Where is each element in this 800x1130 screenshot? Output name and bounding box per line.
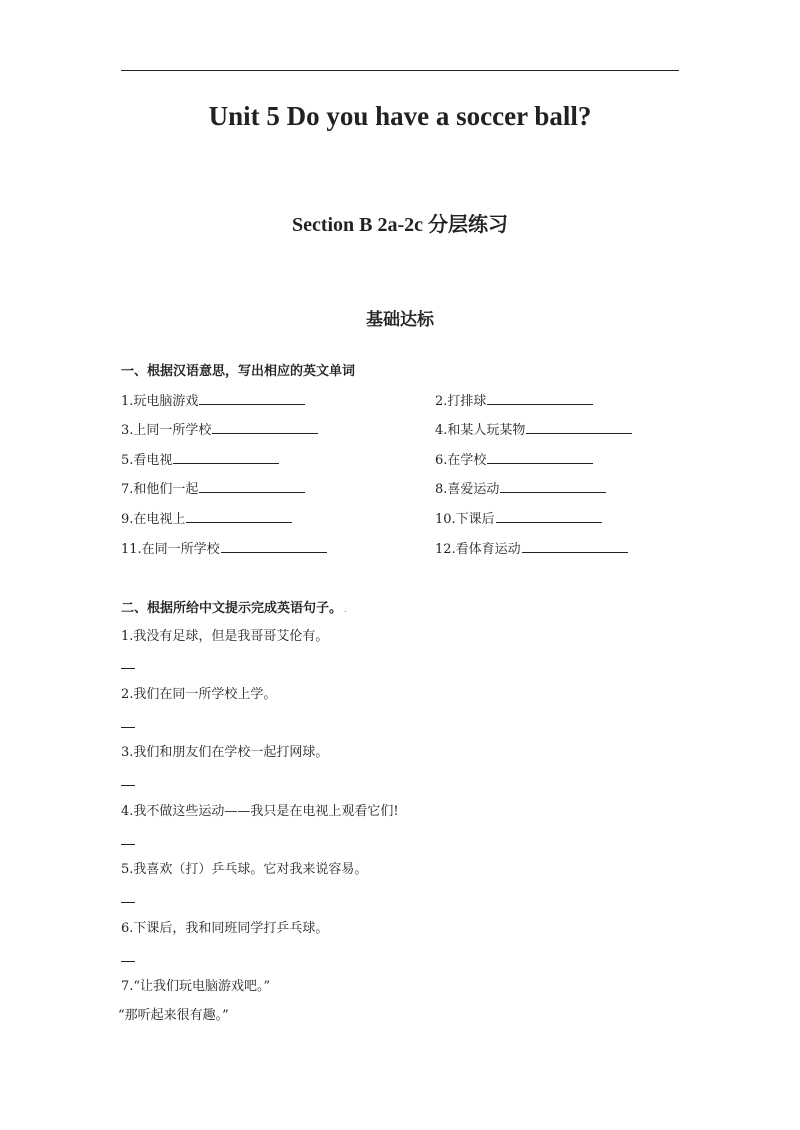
- section-heading: 基础达标: [366, 310, 434, 330]
- vocab-item: 10.下课后: [435, 508, 602, 527]
- answer-line[interactable]: [121, 668, 135, 669]
- vocab-item: 12.看体育运动: [435, 538, 628, 557]
- vocab-item: 4.和某人玩某物: [435, 419, 632, 438]
- page-subtitle: Section B 2a-2c 分层练习: [291, 214, 509, 236]
- answer-line[interactable]: [121, 727, 135, 728]
- vocab-item: 3.上同一所学校: [121, 419, 318, 438]
- answer-blank[interactable]: [221, 540, 327, 553]
- answer-blank[interactable]: [487, 392, 593, 405]
- vocab-item: 6.在学校: [435, 449, 593, 468]
- vocab-item: 5.看电视: [121, 449, 279, 468]
- sentence-prompt: “那听起来很有趣。”: [118, 1008, 229, 1023]
- vocab-item: 2.打排球: [435, 390, 593, 409]
- sentence-prompt: 7.“让我们玩电脑游戏吧。”: [121, 979, 271, 994]
- sentence-prompt: 2.我们在同一所学校上学。: [121, 687, 277, 702]
- sentence-prompt: 6.下课后，我和同班同学打乒乓球。: [121, 921, 329, 936]
- answer-line[interactable]: [121, 902, 135, 903]
- vocab-item: 8.喜爱运动: [435, 478, 606, 497]
- answer-blank[interactable]: [173, 451, 279, 464]
- sentence-prompt: 4.我不做这些运动——我只是在电视上观看它们!: [121, 804, 399, 819]
- sentence-prompt: 3.我们和朋友们在学校一起打网球。: [121, 745, 329, 760]
- answer-line[interactable]: [121, 844, 135, 845]
- answer-blank[interactable]: [186, 510, 292, 523]
- answer-line[interactable]: [121, 961, 135, 962]
- answer-blank[interactable]: [496, 510, 602, 523]
- answer-blank[interactable]: [199, 392, 305, 405]
- answer-blank[interactable]: [199, 480, 305, 493]
- answer-blank[interactable]: [487, 451, 593, 464]
- vocab-item: 1.玩电脑游戏: [121, 390, 305, 409]
- answer-blank[interactable]: [522, 540, 628, 553]
- answer-line[interactable]: [121, 785, 135, 786]
- heading-mark: .: [344, 604, 348, 615]
- part1-heading: 一、根据汉语意思，写出相应的英文单词: [121, 364, 356, 379]
- answer-blank[interactable]: [500, 480, 606, 493]
- sentence-prompt: 1.我没有足球，但是我哥哥艾伦有。: [121, 629, 329, 644]
- page-title: Unit 5 Do you have a soccer ball?: [208, 101, 592, 131]
- vocab-item: 11.在同一所学校: [121, 538, 327, 557]
- vocab-item: 9.在电视上: [121, 508, 292, 527]
- part2-heading: 二、根据所给中文提示完成英语句子。 .: [121, 601, 348, 616]
- answer-blank[interactable]: [526, 421, 632, 434]
- sentence-prompt: 5.我喜欢（打）乒乓球。它对我来说容易。: [121, 862, 368, 877]
- vocab-item: 7.和他们一起: [121, 478, 305, 497]
- answer-blank[interactable]: [212, 421, 318, 434]
- top-rule: [121, 70, 679, 71]
